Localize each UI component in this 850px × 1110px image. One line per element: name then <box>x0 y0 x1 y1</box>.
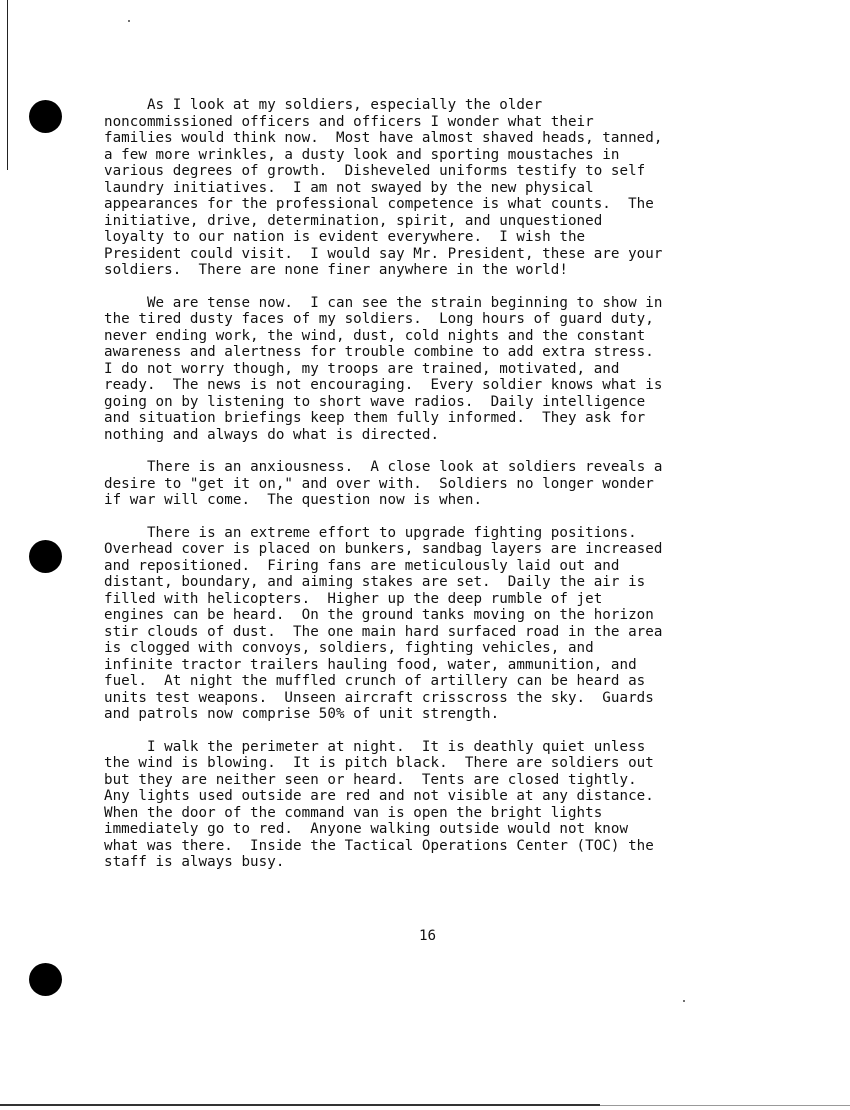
left-margin-rule <box>7 0 8 170</box>
binder-hole-middle <box>29 540 62 573</box>
binder-hole-bottom <box>29 963 62 996</box>
paragraph-tense: We are tense now. I can see the strain beginning to show in the tired dusty faces of my soldiers. Long hours of guard duty, never ending work, the wind, dust, cold nights and the constant awareness and alertness for trouble combine to add extra stress. I do not worry though, my troops are trained, motivated, and ready. The news is not encouraging. Every soldier knows what is going on by listening to short wave radios. Daily intelligence and situation briefings keep them fully informed. They ask for nothing and always do what is directed. <box>104 294 663 443</box>
document-body <box>104 97 784 887</box>
scan-speck <box>128 20 130 22</box>
paragraph-perimeter: I walk the perimeter at night. It is deathly quiet unless the wind is blowing. It is pitch black. There are soldiers out but they are neither seen or heard. Tents are closed tightly. Any lights used outside are red and not visible at any distance. When the door of the command van is open the bright lights immediately go to red. Anyone walking outside would not know what was there. Inside the Tactical Operations Center (TOC) the staff is always busy. <box>104 738 654 870</box>
bottom-rule <box>0 1104 600 1106</box>
binder-hole-top <box>29 100 62 133</box>
bottom-rule-faint <box>600 1105 850 1106</box>
page-number: 16 <box>419 928 437 944</box>
scan-speck <box>683 1000 685 1002</box>
paragraph-anxiousness: There is an anxiousness. A close look at soldiers reveals a desire to "get it on," and over with. Soldiers no longer wonder if war will come. The question now is when. <box>104 459 663 508</box>
paragraph-soldiers: As I look at my soldiers, especially the older noncommissioned officers and officers I wonder what their families would think now. Most have almost shaved heads, tanned, a few more wrinkles, a dusty look and sporting moustaches in various degrees of growth. Disheveled uniforms testify to self laundry initiatives. I am not swayed by the new physical appearances for the professional competence is what counts. The initiative, drive, determination, spirit, and unquestioned loyalty to our nation is evident everywhere. I wish the President could visit. I would say Mr. President, these are your soldiers. There are none finer anywhere in the world! <box>104 97 663 278</box>
paragraph-fighting-positions: There is an extreme effort to upgrade fighting positions. Overhead cover is placed on bunkers, sandbag layers are increased and repositioned. Firing fans are meticulously laid out and distant, boundary, and aiming stakes are set. Daily the air is filled with helicopters. Higher up the deep rumble of jet engines can be heard. On the ground tanks moving on the horizon stir clouds of dust. The one main hard surfaced road in the area is clogged with convoys, soldiers, fighting vehicles, and infinite tractor trailers hauling food, water, ammunition, and fuel. At night the muffled crunch of artillery can be heard as units test weapons. Unseen aircraft crisscross the sky. Guards and patrols now comprise 50% of unit strength. <box>104 524 663 722</box>
